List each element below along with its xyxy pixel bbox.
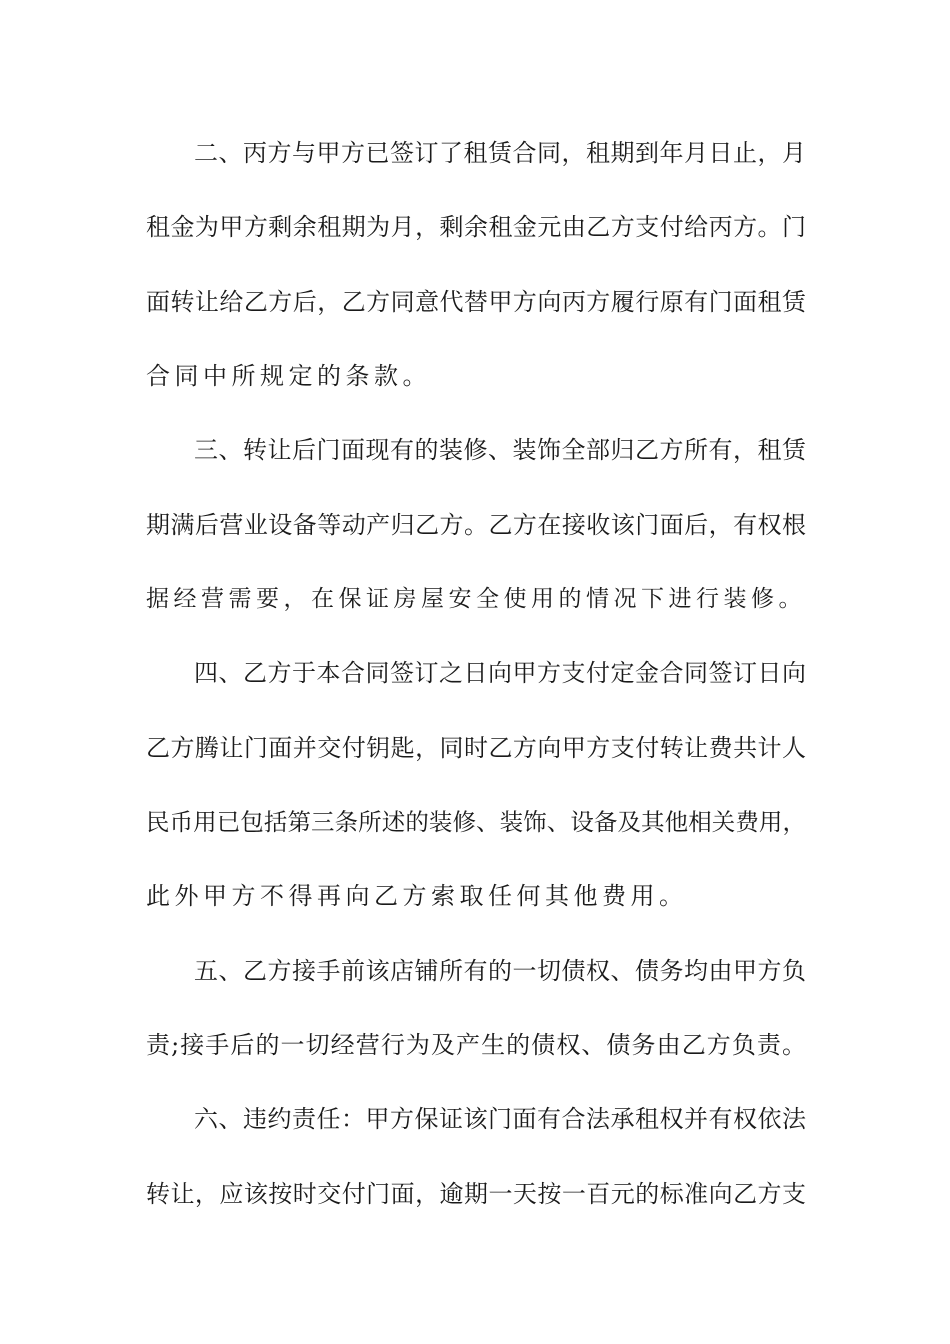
paragraph-4-line-4: 此外甲方不得再向乙方索取任何其他费用。 bbox=[146, 882, 688, 910]
paragraph-3-line-2: 期满后营业设备等动产归乙方。乙方在接收该门面后，有权根 bbox=[146, 511, 806, 539]
paragraph-2-line-3: 面转让给乙方后，乙方同意代替甲方向丙方履行原有门面租赁 bbox=[146, 288, 806, 316]
paragraph-5-line-2: 责;接手后的一切经营行为及产生的债权、债务由乙方负责。 bbox=[146, 1031, 806, 1059]
paragraph-3-line-1: 三、转让后门面现有的装修、装饰全部归乙方所有，租赁 bbox=[194, 436, 806, 464]
paragraph-6-line-1: 六、违约责任：甲方保证该门面有合法承租权并有权依法 bbox=[194, 1105, 806, 1133]
paragraph-4-line-2: 乙方腾让门面并交付钥匙，同时乙方向甲方支付转让费共计人 bbox=[146, 734, 806, 762]
paragraph-4-line-3: 民币用已包括第三条所述的装修、装饰、设备及其他相关费用， bbox=[146, 808, 806, 836]
paragraph-4-line-1: 四、乙方于本合同签订之日向甲方支付定金合同签订日向 bbox=[194, 659, 806, 687]
paragraph-2-line-1: 二、丙方与甲方已签订了租赁合同，租期到年月日止，月 bbox=[194, 139, 806, 167]
paragraph-2-line-2: 租金为甲方剩余租期为月，剩余租金元由乙方支付给丙方。门 bbox=[146, 213, 806, 241]
paragraph-3-line-3: 据经营需要，在保证房屋安全使用的情况下进行装修。 bbox=[146, 586, 806, 612]
paragraph-2-line-4: 合同中所规定的条款。 bbox=[146, 362, 431, 390]
paragraph-5-line-1: 五、乙方接手前该店铺所有的一切债权、债务均由甲方负 bbox=[194, 957, 806, 985]
paragraph-6-line-2: 转让，应该按时交付门面，逾期一天按一百元的标准向乙方支 bbox=[146, 1180, 806, 1208]
